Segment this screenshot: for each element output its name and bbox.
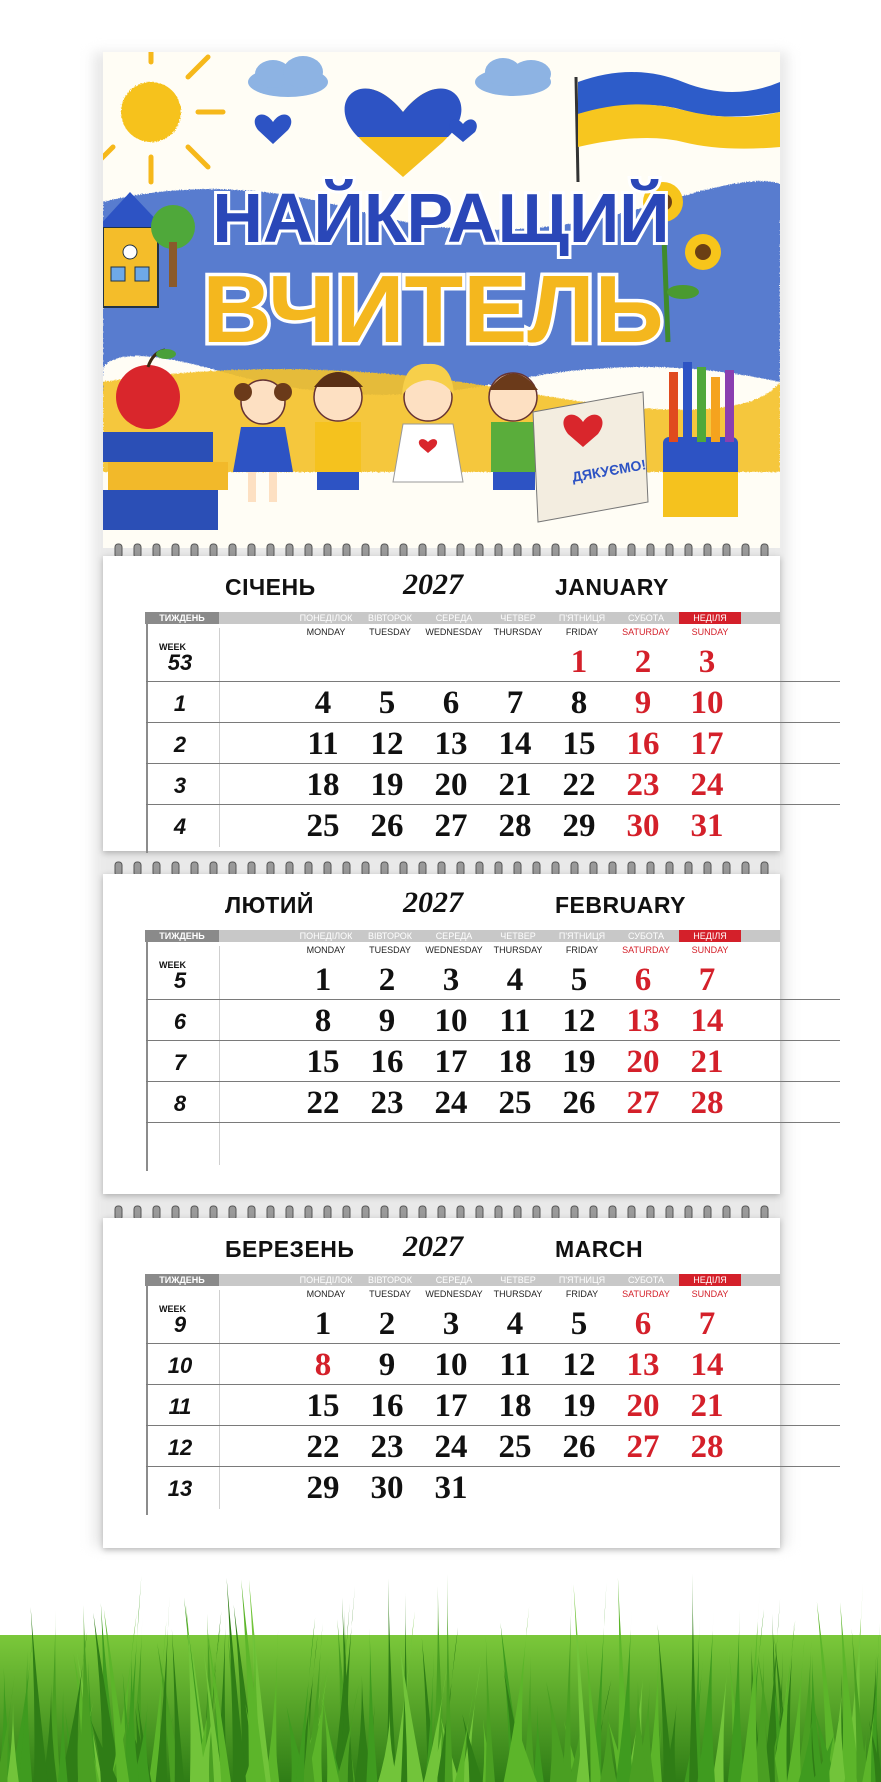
weekday-header-en: MONDAY	[306, 945, 346, 955]
month-header	[103, 556, 780, 604]
weekday-header-en: FRIDAY	[565, 945, 599, 955]
week-number: 1	[173, 691, 187, 716]
weekday-header-en: WEDNESDAY	[425, 945, 483, 955]
calendar-day[interactable]: 17	[434, 1044, 468, 1080]
calendar-day[interactable]: 10	[434, 1003, 468, 1039]
poster-illustration	[103, 52, 780, 548]
week-number: 3	[173, 773, 187, 798]
calendar-day[interactable]: 18	[498, 1388, 532, 1424]
week-number: 10	[167, 1353, 193, 1378]
weekday-header-en: SATURDAY	[622, 627, 670, 637]
weekday-header-ua: П'ЯТНИЦЯ	[558, 613, 606, 623]
grid-line	[146, 1466, 840, 1467]
week-label: WEEK	[159, 960, 186, 970]
calendar-day[interactable]: 23	[370, 1085, 404, 1121]
grid-line	[146, 942, 148, 1171]
calendar-day[interactable]: 15	[306, 1388, 340, 1424]
calendar-day[interactable]: 26	[562, 1429, 596, 1465]
month-header	[103, 874, 780, 922]
weekday-header-ua: ТИЖДЕНЬ	[145, 930, 219, 942]
weekday-header-bar	[145, 612, 780, 624]
calendar-day[interactable]: 25	[306, 808, 340, 844]
grid-line	[219, 1290, 220, 1509]
month-year: 2027	[403, 1230, 463, 1263]
week-number: 13	[167, 1476, 193, 1501]
calendar-day[interactable]: 11	[307, 726, 339, 762]
week-number: 12	[167, 1435, 193, 1460]
week-number: 4	[173, 814, 187, 839]
weekday-header-ua: СУБОТА	[628, 613, 664, 623]
calendar-day[interactable]: 28	[690, 1085, 724, 1121]
calendar-day[interactable]: 27	[626, 1429, 660, 1465]
calendar-day[interactable]: 12	[370, 726, 404, 762]
weekday-header-ua: СУБОТА	[628, 1275, 664, 1285]
calendar-day[interactable]: 5	[378, 685, 396, 721]
calendar-day[interactable]: 5	[570, 962, 588, 998]
calendar-day[interactable]: 19	[370, 767, 404, 803]
weekday-header-en: TUESDAY	[369, 627, 411, 637]
calendar-day[interactable]: 11	[499, 1347, 531, 1383]
grid-line	[146, 1040, 840, 1041]
calendar-day[interactable]: 6	[442, 685, 460, 721]
month-name-ua: СІЧЕНЬ	[225, 574, 316, 600]
calendar-day[interactable]: 24	[690, 767, 724, 803]
grid-line	[146, 722, 840, 723]
calendar-day[interactable]: 27	[434, 808, 468, 844]
calendar-day[interactable]: 2	[634, 644, 652, 680]
month-name-ua: БЕРЕЗЕНЬ	[225, 1236, 355, 1262]
calendar-day[interactable]: 2	[378, 962, 396, 998]
weekday-header-en: THURSDAY	[493, 627, 543, 637]
calendar-day[interactable]: 9	[378, 1003, 396, 1039]
grid-line	[146, 681, 840, 682]
grid-line	[146, 763, 840, 764]
calendar-day[interactable]: 21	[498, 767, 532, 803]
month-name-en: FEBRUARY	[555, 892, 686, 918]
weekday-header-en: THURSDAY	[493, 945, 543, 955]
weekday-header-en: THURSDAY	[493, 1289, 543, 1299]
calendar-day[interactable]: 22	[562, 767, 596, 803]
weekday-header-ua: СЕРЕДА	[435, 931, 473, 941]
calendar-day[interactable]: 6	[634, 1306, 652, 1342]
week-number: 9	[173, 1312, 187, 1337]
grid-line	[219, 946, 220, 1165]
calendar-day[interactable]: 7	[698, 1306, 716, 1342]
calendar-day[interactable]: 27	[626, 1085, 660, 1121]
weekday-header-bar	[145, 930, 780, 942]
weekday-header-en: FRIDAY	[565, 627, 599, 637]
calendar-day[interactable]: 20	[434, 767, 468, 803]
grid-line	[146, 624, 148, 853]
weekday-header-ua: ЧЕТВЕР	[500, 1275, 536, 1285]
calendar-day[interactable]: 4	[314, 685, 332, 721]
weekday-header-ua: П'ЯТНИЦЯ	[558, 931, 606, 941]
month-panel-february	[103, 874, 780, 1194]
calendar-day[interactable]: 28	[690, 1429, 724, 1465]
weekday-header-en: TUESDAY	[369, 945, 411, 955]
grid-line	[146, 1081, 840, 1082]
calendar-day[interactable]: 31	[434, 1470, 468, 1506]
calendar-day[interactable]: 22	[306, 1429, 340, 1465]
grid-line	[146, 1384, 840, 1385]
calendar-day[interactable]: 9	[378, 1347, 396, 1383]
calendar-day[interactable]: 20	[626, 1388, 660, 1424]
poster	[103, 52, 780, 548]
calendar-day[interactable]: 14	[690, 1347, 724, 1383]
calendar-day[interactable]: 16	[370, 1388, 404, 1424]
calendar-day[interactable]: 29	[306, 1470, 340, 1506]
calendar-day[interactable]: 26	[370, 808, 404, 844]
calendar-day[interactable]: 1	[314, 962, 332, 998]
calendar-day[interactable]: 25	[498, 1085, 532, 1121]
week-number: 6	[173, 1009, 187, 1034]
grid-line	[146, 999, 840, 1000]
calendar-day[interactable]: 1	[570, 644, 588, 680]
calendar-day[interactable]: 6	[634, 962, 652, 998]
grid-line	[219, 628, 220, 847]
weekday-header-en: SUNDAY	[691, 945, 729, 955]
notebook-icon	[533, 392, 648, 522]
weekday-header-ua: ТИЖДЕНЬ	[145, 612, 219, 624]
month-year: 2027	[403, 568, 463, 601]
calendar-day[interactable]: 12	[562, 1347, 596, 1383]
week-number: 7	[173, 1050, 187, 1075]
month-panel-january	[103, 556, 780, 851]
week-label: WEEK	[159, 642, 186, 652]
weekday-header-ua: П'ЯТНИЦЯ	[558, 1275, 606, 1285]
calendar-day[interactable]: 23	[626, 767, 660, 803]
calendar-day[interactable]: 3	[442, 1306, 460, 1342]
calendar-day[interactable]: 24	[434, 1085, 468, 1121]
calendar-day[interactable]: 31	[690, 808, 724, 844]
month-panel-march	[103, 1218, 780, 1548]
grid-line	[146, 1122, 840, 1123]
calendar-day[interactable]: 3	[442, 962, 460, 998]
weekday-header-ua: ВІВТОРОК	[367, 613, 413, 623]
grid-line	[146, 1425, 840, 1426]
week-number: 5	[173, 968, 187, 993]
pencils-icon	[663, 362, 738, 517]
calendar-day[interactable]: 30	[626, 808, 660, 844]
calendar-day[interactable]: 1	[314, 1306, 332, 1342]
calendar-day[interactable]: 21	[690, 1388, 724, 1424]
week-label: WEEK	[159, 1304, 186, 1314]
weekday-header-en: MONDAY	[306, 627, 346, 637]
weekday-header-ua: ЧЕТВЕР	[500, 931, 536, 941]
calendar-day[interactable]: 15	[306, 1044, 340, 1080]
weekday-header-ua: ВІВТОРОК	[367, 931, 413, 941]
calendar-day[interactable]: 28	[498, 808, 532, 844]
grid-line	[146, 1286, 148, 1515]
weekday-header-ua: ПОНЕДІЛОК	[299, 613, 353, 623]
thanks-text: ДЯКУЄМО!	[570, 456, 648, 485]
calendar-day[interactable]: 13	[626, 1003, 660, 1039]
calendar-day[interactable]: 8	[314, 1347, 332, 1383]
calendar-day[interactable]: 9	[634, 685, 652, 721]
month-name-en: MARCH	[555, 1236, 644, 1262]
weekday-header-ua: ТИЖДЕНЬ	[145, 1274, 219, 1286]
calendar-day[interactable]: 15	[562, 726, 596, 762]
calendar-day[interactable]: 4	[506, 962, 524, 998]
month-year: 2027	[403, 886, 463, 919]
weekday-header-en: SATURDAY	[622, 1289, 670, 1299]
calendar-day[interactable]: 19	[562, 1044, 596, 1080]
weekday-header-en: WEDNESDAY	[425, 627, 483, 637]
calendar-day[interactable]: 7	[698, 962, 716, 998]
month-name-en: JANUARY	[555, 574, 669, 600]
calendar-day[interactable]: 16	[626, 726, 660, 762]
calendar-day[interactable]: 13	[434, 726, 468, 762]
calendar-day[interactable]: 30	[370, 1470, 404, 1506]
calendar-day[interactable]: 2	[378, 1306, 396, 1342]
calendar-day[interactable]: 10	[690, 685, 724, 721]
weekday-header-en: FRIDAY	[565, 1289, 599, 1299]
weekday-header-ua: СЕРЕДА	[435, 613, 473, 623]
weekday-header-ua: НЕДІЛЯ	[679, 930, 741, 942]
calendar-day[interactable]: 8	[570, 685, 588, 721]
calendar-day[interactable]: 14	[690, 1003, 724, 1039]
weekday-header-ua: ЧЕТВЕР	[500, 613, 536, 623]
calendar-day[interactable]: 4	[506, 1306, 524, 1342]
calendar-day[interactable]: 12	[562, 1003, 596, 1039]
calendar-day[interactable]: 18	[498, 1044, 532, 1080]
calendar-day[interactable]: 7	[506, 685, 524, 721]
month-header	[103, 1218, 780, 1266]
weekday-header-en: SATURDAY	[622, 945, 670, 955]
week-number: 11	[168, 1394, 192, 1419]
calendar-day[interactable]: 5	[570, 1306, 588, 1342]
weekday-header-ua: НЕДІЛЯ	[679, 1274, 741, 1286]
calendar-day[interactable]: 24	[434, 1429, 468, 1465]
weekday-header-ua: СЕРЕДА	[435, 1275, 473, 1285]
weekday-header-ua: НЕДІЛЯ	[679, 612, 741, 624]
calendar-day[interactable]: 20	[626, 1044, 660, 1080]
weekday-header-en: MONDAY	[306, 1289, 346, 1299]
calendar-day[interactable]: 10	[434, 1347, 468, 1383]
weekday-header-ua: СУБОТА	[628, 931, 664, 941]
weekday-header-en: SUNDAY	[691, 627, 729, 637]
calendar-day[interactable]: 25	[498, 1429, 532, 1465]
week-number: 2	[173, 732, 187, 757]
grid-line	[146, 804, 840, 805]
calendar-day[interactable]: 19	[562, 1388, 596, 1424]
weekday-header-ua: ПОНЕДІЛОК	[299, 931, 353, 941]
weekday-header-en: WEDNESDAY	[425, 1289, 483, 1299]
calendar-day[interactable]: 18	[306, 767, 340, 803]
week-number: 53	[167, 650, 193, 675]
calendar-day[interactable]: 29	[562, 808, 596, 844]
weekday-header-en: SUNDAY	[691, 1289, 729, 1299]
calendar-day[interactable]: 16	[370, 1044, 404, 1080]
week-number: 8	[173, 1091, 187, 1116]
grid-line	[146, 1343, 840, 1344]
weekday-header-ua: ВІВТОРОК	[367, 1275, 413, 1285]
calendar-day[interactable]: 14	[498, 726, 532, 762]
calendar-day[interactable]: 22	[306, 1085, 340, 1121]
calendar-day[interactable]: 11	[499, 1003, 531, 1039]
books-icon	[103, 432, 228, 530]
calendar-day[interactable]: 21	[690, 1044, 724, 1080]
weekday-header-ua: ПОНЕДІЛОК	[299, 1275, 353, 1285]
poster-title-line2: ВЧИТЕЛЬ	[202, 256, 664, 363]
month-name-ua: ЛЮТИЙ	[225, 892, 314, 918]
calendar-day[interactable]: 3	[698, 644, 716, 680]
calendar-day[interactable]: 8	[314, 1003, 332, 1039]
weekday-header-en: TUESDAY	[369, 1289, 411, 1299]
calendar-day[interactable]: 13	[626, 1347, 660, 1383]
poster-title-line1: НАЙКРАЩИЙ	[212, 179, 670, 257]
calendar-day[interactable]: 26	[562, 1085, 596, 1121]
calendar-day[interactable]: 17	[690, 726, 724, 762]
calendar-day[interactable]: 23	[370, 1429, 404, 1465]
calendar-day[interactable]: 17	[434, 1388, 468, 1424]
weekday-header-bar	[145, 1274, 780, 1286]
grass-decoration	[0, 1515, 881, 1782]
